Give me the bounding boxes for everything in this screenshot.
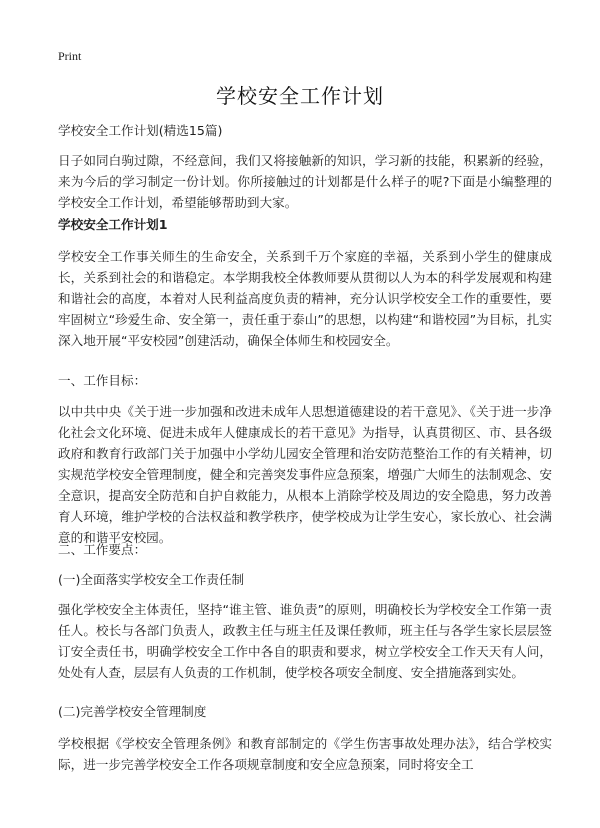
point1-heading: (一)全面落实学校安全工作责任制 bbox=[58, 572, 245, 587]
point2-heading: (二)完善学校安全管理制度 bbox=[58, 704, 207, 719]
point1-paragraph: 强化学校安全主体责任，坚持“谁主管、谁负责”的原则，明确校长为学校安全工作第一责任人。校长与各部门负责人，政教主任与班主任及课任教师，班主任与各学生家长层层签订安全责任书，明确学校安全工作中各自的职责和要求，树立学校安全工作天天有人问，处处有人查，层层有人负责的工作机制，使学校各项安全制度、安全措施落到实处。 bbox=[58, 602, 552, 680]
print-label: Print bbox=[58, 49, 82, 63]
section1-heading: 学校安全工作计划1 bbox=[58, 217, 168, 232]
document-subtitle: 学校安全工作计划(精选15篇) bbox=[58, 123, 223, 138]
goals-paragraph: 以中共中央《关于进一步加强和改进未成年人思想道德建设的若干意见》、《关于进一步净化社会文化环境、促进未成年人健康成长的若干意见》为指导，认真贯彻区、市、县各级政府和教育行政部门关于加强中小学幼儿园安全管理和治安防范整治工作的有关精神，切实规范学校安全管理制度，健全和完善突发事件应急预案，增强广大师生的法制观念、安全意识，提高安全防范和自护自救能力，从根本上消除学校及周边的安全隐患，努力改善育人环境，维护学校的合法权益和教学秩序，使学校成为让学生安心，家长放心、社会满意的和谐平安校园。 bbox=[58, 404, 552, 545]
goals-heading: 一、工作目标： bbox=[58, 373, 147, 388]
points-heading: 二、工作要点： bbox=[58, 542, 147, 557]
point2-paragraph: 学校根据《学校安全管理条例》和教育部制定的《学生伤害事故处理办法》，结合学校实际，进一步完善学校安全工作各项规章制度和安全应急预案，同时将安全工 bbox=[58, 736, 552, 772]
document-title: 学校安全工作计划 bbox=[216, 84, 384, 108]
section1-paragraph: 学校安全工作事关师生的生命安全，关系到千万个家庭的幸福，关系到小学生的健康成长，关系到社会的和谐稳定。本学期我校全体教师要从贯彻以人为本的科学发展观和构建和谐社会的高度，本着对人民利益高度负责的精神，充分认识学校安全工作的重要性，要牢固树立“珍爱生命、安全第一，责任重于泰山”的思想，以构建“和谐校园”为目标，扎实深入地开展“平安校园”创建活动，确保全体师生和校园安全。 bbox=[58, 249, 552, 348]
intro-paragraph: 日子如同白驹过隙，不经意间，我们又将接触新的知识，学习新的技能，积累新的经验，来为今后的学习制定一份计划。你所接触过的计划都是什么样子的呢?下面是小编整理的学校安全工作计划，希望能够帮助到大家。 bbox=[58, 153, 552, 210]
